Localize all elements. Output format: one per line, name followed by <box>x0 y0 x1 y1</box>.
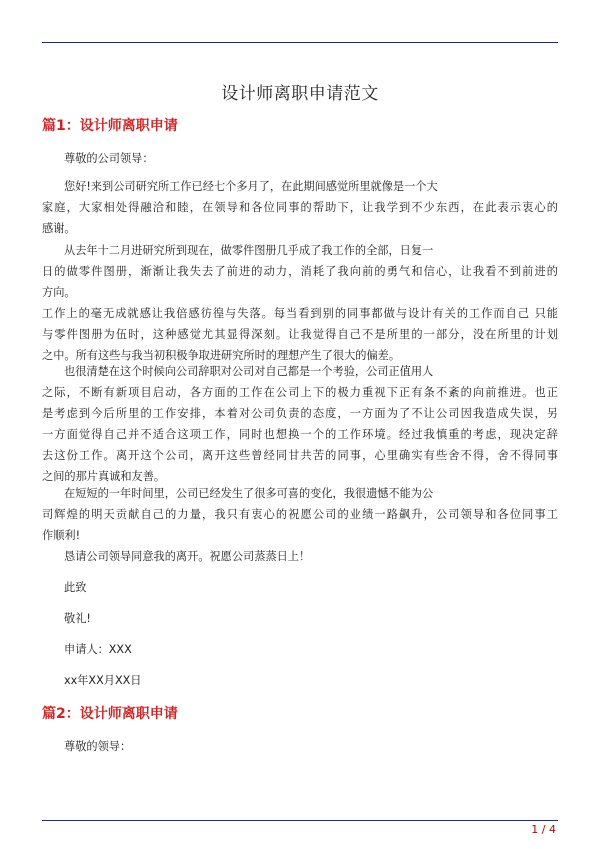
paragraph-line: 方向。 <box>42 286 76 299</box>
paragraph-line: 去这份工作。离开这个公司，离开这些曾经同甘共苦的同事，心里确实有些舍不得，舍不得同事 <box>42 449 558 462</box>
paragraph-line: 工作上的毫无成就感让我倍感彷徨与失落。每当看到别的同事都做与设计有关的工作而自己 只能 <box>42 307 558 320</box>
applicant-text: 申请人：XXX <box>64 643 132 656</box>
section-heading-2: 篇2：设计师离职申请 <box>42 706 178 722</box>
closing-text: 此致 <box>64 581 87 594</box>
date <box>42 670 558 691</box>
paragraph-line: 您好!来到公司研究所工作已经七个多月了，在此期间感觉所里就像是一个大 <box>64 180 438 193</box>
paragraph-line: 家庭，大家相处得融洽和睦，在领导和各位同事的帮助下，让我学到不少东西，在此表示衷心的 <box>42 201 558 214</box>
paragraph-line: 在短短的一年时间里，公司已经发生了很多可喜的变化，我很遗憾不能为公 <box>64 487 434 500</box>
paragraph-line: 之中。所有这些与我当初积极争取进研究所时的理想产生了很大的偏差。 <box>42 349 401 362</box>
regards-text: 敬礼! <box>64 612 91 625</box>
paragraph-line: 司辉煌的明天贡献自己的力量，我只有衷心的祝愿公司的业绩一路飙升，公司领导和各位同事工 <box>42 508 558 521</box>
salutation <box>42 148 558 169</box>
section-heading-1: 篇1：设计师离职申请 <box>42 118 178 134</box>
paragraph-line: 日的做零件图册，渐渐让我失去了前进的动力，消耗了我向前的勇气和信心，让我看不到前进的 <box>42 265 558 278</box>
paragraph-line: 也很清楚在这个时候向公司辞职对公司对自己都是一个考验，公司正值用人 <box>64 365 434 378</box>
paragraph-line: 之间的那片真诚和友善。 <box>42 470 166 483</box>
salutation-2 <box>42 736 558 757</box>
paragraph-line: 作顺利! <box>42 529 81 542</box>
paragraph-line: 感谢。 <box>42 222 76 235</box>
page-number: 1 / 4 <box>531 823 556 836</box>
salutation-text: 尊敬的公司领导： <box>64 152 154 165</box>
header-rule <box>42 42 558 43</box>
paragraph-4 <box>42 483 558 546</box>
paragraph-3 <box>42 361 558 487</box>
applicant <box>42 639 558 660</box>
paragraph-line: 恳请公司领导同意我的离开。祝愿公司蒸蒸日上！ <box>64 550 311 563</box>
paragraph-line: 是考虑到今后所里的工作安排，本着对公司负责的态度，一方面为了不让公司因我造成失误，另 <box>42 407 558 420</box>
document-title: 设计师离职申请范文 <box>221 84 379 104</box>
paragraph-2 <box>42 240 558 366</box>
paragraph-1 <box>42 176 558 239</box>
closing <box>42 577 558 598</box>
footer-rule <box>42 820 558 821</box>
paragraph-line: 与零件图册为伍时，这种感觉尤其显得深刻。让我觉得自己不是所里的一部分，没在所里的计划 <box>42 328 558 341</box>
paragraph-line: 一方面觉得自己并不适合这项工作，同时也想换一个的工作环境。经过我慎重的考虑，现决定辞 <box>42 428 558 441</box>
date-text: xx年XX月XX日 <box>64 674 142 687</box>
regards <box>42 608 558 629</box>
salutation-text: 尊敬的领导： <box>64 740 132 753</box>
paragraph-line: 之际，不断有新项目启动，各方面的工作在公司上下的极力重视下正有条不紊的向前推进。也正 <box>42 386 558 399</box>
paragraph-line: 从去年十二月进研究所到现在，做零件图册几乎成了我工作的全部，日复一 <box>64 244 434 257</box>
paragraph-5 <box>42 546 558 567</box>
